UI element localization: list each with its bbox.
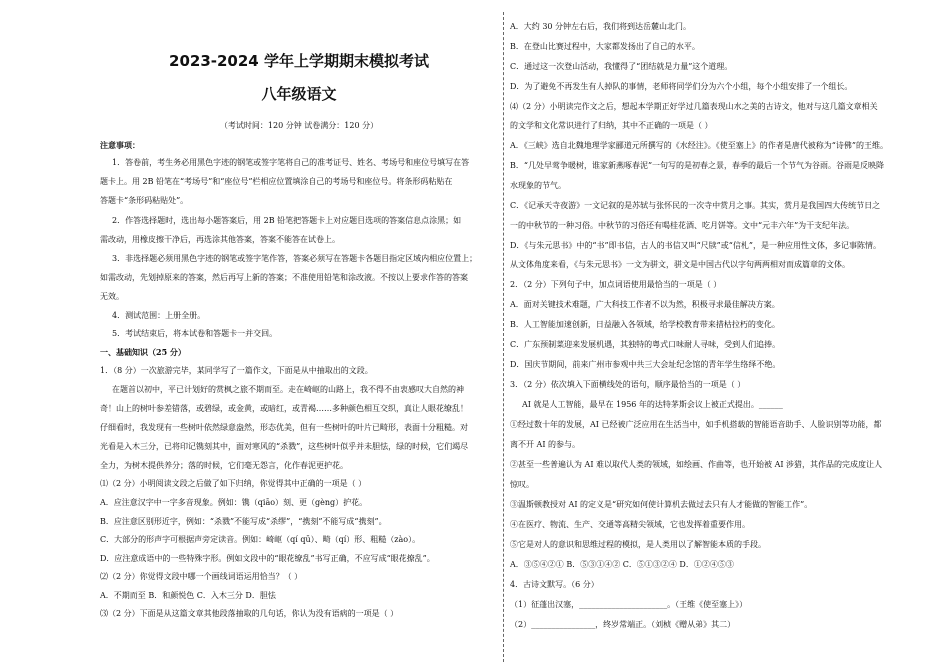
option-a: A．面对关键技术难题，广大科技工作者不以为然，积极寻求最佳解决方案。 (510, 300, 780, 309)
left-line: 无效。 (100, 292, 124, 301)
right-line: 水现象的节气。 (510, 181, 566, 190)
right-line: D．《与朱元思书》中的“书”即书信，古人的书信又叫“尺牍”或“信札”，是一种应用性文体，多记事陈情。 (510, 241, 881, 250)
left-line: 答题卡“条形码粘贴处”。 (100, 196, 189, 205)
left-line: 3．非选择题必须用黑色字迹的钢笔或签字笔作答，答案必须写在答题卡各题目指定区域内相应位置上； (112, 254, 478, 263)
subquestion: ⑴（2 分）小明阅读文段之后做了如下归纳，你觉得其中正确的一项是（ ） (100, 479, 367, 488)
subquestion: ⑵（2 分）你觉得文段中哪一个画线词语运用恰当？（ ） (100, 572, 303, 581)
question-1: 1．（8 分）一次旅游完毕，某同学写了一篇作文，下面是从中抽取出的文段。 (100, 366, 373, 375)
right-line: ⑤它是对人的意识和思维过程的模拟，是人类用以了解智能本质的手段。 (510, 540, 766, 549)
options-row: A．不期而至 B．和颜悦色 C．入木三分 D．胆怯 (100, 591, 276, 600)
right-line: A．《三峡》选自北魏地理学家郦道元所撰写的《水经注》。《使至塞上》的作者是唐代被称为“诗佛”的王维。 (510, 141, 888, 150)
right-line: 从文体角度来看，《与朱元思书》一文为骈文，骈文是中国古代以字句两两相对而成篇章的文体。 (510, 260, 850, 269)
right-line: ⑷（2 分）小明读完作文之后，想起本学期正好学过几篇表现山水之美的古诗文，他对与这几篇文章相关 (510, 102, 878, 111)
section-heading: 一、基础知识（25 分） (100, 347, 186, 357)
right-line: D．为了避免不再发生有人掉队的事情，老师将同学们分为六个小组，每个小组安排了一个组长。 (510, 82, 853, 91)
passage-line: 在题首以初中，平已计划好的赏枫之旅不期而至。走在崎岖的山路上，我不得不由衷感叹大自然的神 (112, 385, 464, 394)
exam-subject: 八年级语文 (261, 85, 337, 103)
question-3: 3．（2 分）依次填入下面横线处的语句，顺序最恰当的一项是（ ） (510, 380, 746, 389)
question-4: 4．古诗文默写。（6 分） (510, 580, 599, 589)
passage-line: 奇！山上的树叶参差错落，或碧绿，或金黄，或暗红，或青褐……多种颜色相互交织，真让人眼花缭乱！ (100, 404, 468, 413)
question-2: 2．（2 分）下列句子中，加点词语使用最恰当的一项是（ ） (510, 280, 722, 289)
right-line: ②甚至一些普遍认为 AI 难以取代人类的领域，如绘画、作曲等，也开始被 AI 涉猎，其作品的完成度让人 (510, 460, 883, 469)
right-line: （1）征蓬出汉塞，______________________。（王维《使至塞上》） (510, 600, 748, 609)
column-divider (503, 12, 505, 662)
right-line: 离不开 AI 的参与。 (510, 440, 581, 449)
right-line: B．“几处早莺争暖树，谁家新燕啄春泥”一句写的是初春之景，春季的最后一个节气为谷雨。谷雨是反映降 (510, 161, 885, 170)
right-line: ①经过数十年的发展，AI 已经被广泛应用在生活当中，如手机搭载的智能语音助手、人脸识别等功能，都 (510, 420, 882, 429)
right-line: 惊叹。 (510, 480, 534, 489)
passage-line: 仔细看时，我发现有一些树叶依然绿意盎然，形态优美，但有一些树叶的叶片已畸形，表面十分粗糙。对 (100, 423, 468, 432)
option-b: B．人工智能加速创新，日益融入各领域，给学校教育带来措枯拉朽的变化。 (510, 320, 780, 329)
left-line: 4．测试范围：上册全册。 (112, 311, 206, 320)
left-line: 需改动，用橡皮擦干净后，再选涂其他答案，答案不能答在试卷上。 (100, 235, 340, 244)
option-c: C．大部分的形声字可根据声旁定读音。例如：崎岖（qí qū）、畸（qí）形、粗糙（zào）。 (100, 535, 421, 544)
right-line: ④在医疗、物流、生产、交通等高精尖领域，它也发挥着重要作用。 (510, 520, 750, 529)
subquestion: ⑶（2 分）下面是从这篇文章其他段落抽取的几句话，你认为没有语病的一项是（ ） (100, 609, 399, 618)
right-line: （2）________________，终岁常端正。（刘桢《赠从弟》其二） (510, 620, 736, 629)
right-line: ③温斯顿教授对 AI 的定义是“研究如何使计算机去做过去只有人才能做的智能工作”。 (510, 500, 813, 509)
notice-heading: 注意事项： (100, 140, 140, 150)
option-b: B．应注意区别形近字，例如：“杀戮”不能写成“杀缪”，“携刻”不能写成“携刻”。 (100, 517, 387, 526)
right-line: B．在登山比赛过程中，大家都发扬出了自己的水平。 (510, 42, 700, 51)
left-line: 5．考试结束后，将本试卷和答题卡一并交回。 (112, 329, 278, 338)
exam-info: （考试时间：120 分钟 试卷满分：120 分） (219, 121, 379, 130)
passage-line: 全力，为树木提供养分；落的时候，它们毫无怨言，化作春泥更护花。 (100, 461, 348, 470)
right-line: C．《记承天寺夜游》一文记叙的是苏轼与张怀民的一次寺中赏月之事。其实，赏月是我国四大传统节日之 (510, 201, 881, 210)
left-line: 题卡上。用 2B 铅笔在“考场号”和“座位号”栏相应位置填涂自己的考场号和座位号。将条形码粘贴在 (100, 177, 453, 186)
right-line: 的文学和文化常识进行了归纳，其中不正确的一项是（ ） (510, 121, 713, 130)
right-line: AI 就是人工智能，最早在 1956 年的达特茅斯会议上被正式提出。______ (522, 400, 783, 409)
right-line: 一的中秋节的一种习俗。中秋节的习俗还有喝桂花酒、吃月饼等。文中“元丰六年”为干支纪年法。 (510, 221, 855, 230)
right-line: C．通过这一次登山活动，我懂得了“团结就是力量”这个道理。 (510, 62, 733, 71)
option-c: C．广东预制菜迎来发展机遇，其独特的粤式口味耐人寻味，受到人们追捧。 (510, 340, 781, 349)
passage-line: 光看是入木三分，已将印记镌刻其中，面对寒风的“杀戮”，这些树叶似乎并未胆怯，绿的时候，它们竭尽 (100, 442, 469, 451)
left-line: 2．作答选择题时，选出每小题答案后，用 2B 铅笔把答题卡上对应题目选项的答案信息点涂黑；如 (112, 216, 462, 225)
option-d: D．应注意成语中的一些特殊字形。例如文段中的“眼花缭乱”书写正确，不应写成“眼花撩乱”。 (100, 554, 435, 563)
option-a: A．应注意汉字中一字多音现象。例如：镌（qiāo）刻、更（gèng）护花。 (100, 498, 368, 507)
left-line: 1．答卷前，考生务必用黑色字迹的钢笔或签字笔将自己的准考证号、姓名、考场号和座位号填写在答 (112, 158, 470, 167)
option-d: D．国庆节期间，前来广州市参观中共三大会址纪念馆的青年学生络绎不绝。 (510, 360, 781, 369)
right-line: A．大约 30 分钟左右后，我们将到达岳麓山北门。 (510, 22, 692, 31)
left-line: 如需改动，先划掉原来的答案，然后再写上新的答案；不准使用铅笔和涂改液。不按以上要求作答的答案 (100, 273, 468, 282)
exam-title: 2023-2024 学年上学期期末模拟考试 (169, 52, 429, 70)
options-row: A．③⑤④②① B．⑤③①④② C．⑤①③②④ D．①②④⑤③ (510, 560, 734, 569)
